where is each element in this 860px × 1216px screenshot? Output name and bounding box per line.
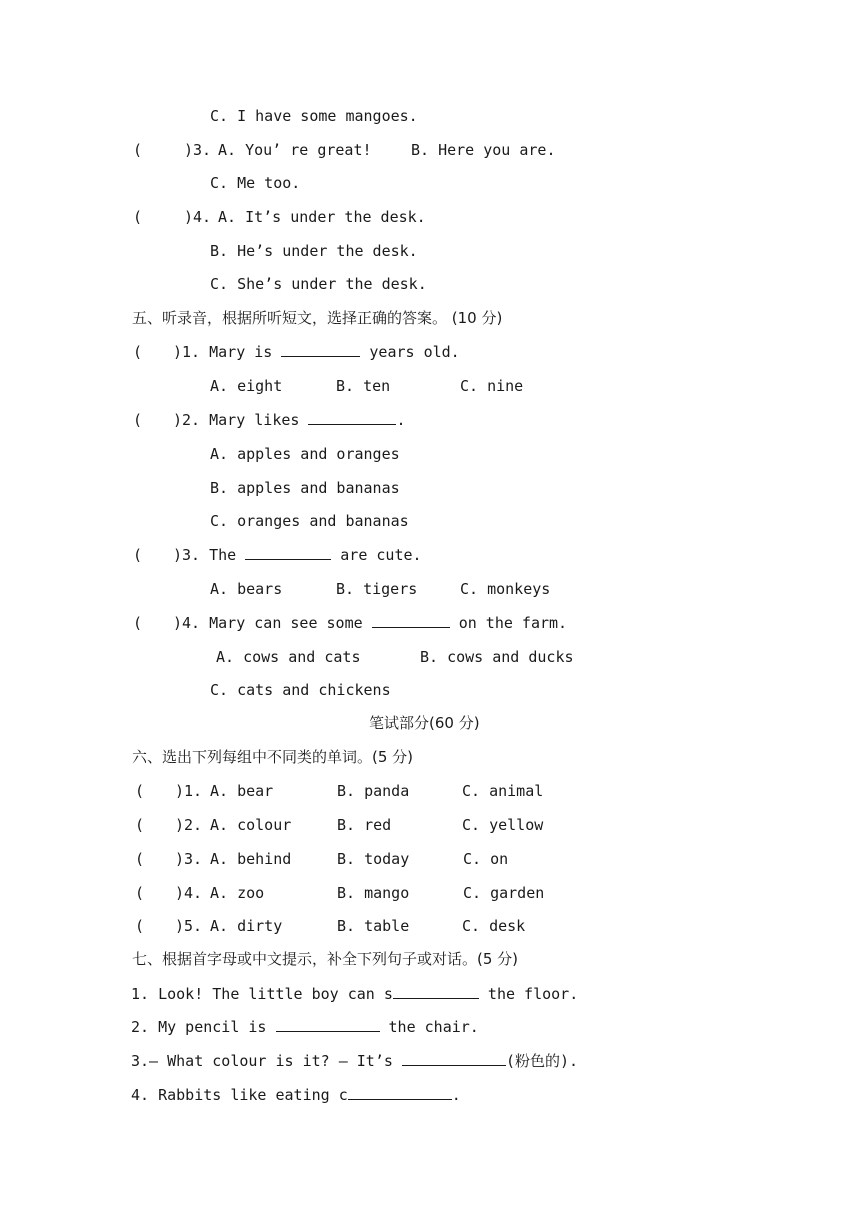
s6-q3-option-c: C. on xyxy=(463,850,509,868)
answer-paren: ( xyxy=(133,141,143,159)
s5-q4-option-a: A. cows and cats xyxy=(216,648,361,666)
blank-line[interactable] xyxy=(308,410,396,425)
s5-q3-option-c: C. monkeys xyxy=(460,580,551,598)
q4-option-a: A. It’s under the desk. xyxy=(218,208,426,226)
blank-line[interactable] xyxy=(348,1085,452,1100)
s5-q3-option-a: A. bears xyxy=(210,580,283,598)
s7-sentence-1: 1. Look! The little boy can s the floor. xyxy=(131,985,579,1003)
answer-paren: ( xyxy=(133,546,143,564)
s6-q1-option-b: B. panda xyxy=(337,782,410,800)
s5-q4-option-b: B. cows and ducks xyxy=(420,648,574,666)
question-number: )1. xyxy=(175,782,203,800)
question-number: )4. xyxy=(175,884,203,902)
section-7-heading: 七、根据首字母或中文提示，补全下列句子或对话。(5 分) xyxy=(132,950,519,968)
answer-paren: ( xyxy=(133,343,143,361)
written-part-title: 笔试部分(60 分) xyxy=(369,714,480,732)
q2-option-c: C. I have some mangoes. xyxy=(210,107,418,125)
s6-q1-option-c: C. animal xyxy=(462,782,544,800)
answer-paren: ( xyxy=(133,208,143,226)
s6-q4-option-a: A. zoo xyxy=(210,884,265,902)
s6-q1-option-a: A. bear xyxy=(210,782,274,800)
s6-q2-option-c: C. yellow xyxy=(462,816,544,834)
blank-line[interactable] xyxy=(372,613,450,628)
question-number: )3. xyxy=(184,141,212,159)
s5-q1-option-a: A. eight xyxy=(210,377,283,395)
s5-q1-option-c: C. nine xyxy=(460,377,524,395)
s7-sentence-2: 2. My pencil is the chair. xyxy=(131,1018,479,1036)
question-number: )4. xyxy=(184,208,212,226)
s5-q3-option-b: B. tigers xyxy=(336,580,418,598)
question-number: )3. xyxy=(175,850,203,868)
blank-line[interactable] xyxy=(402,1051,506,1066)
q3-option-c: C. Me too. xyxy=(210,174,301,192)
s7-sentence-4: 4. Rabbits like eating c . xyxy=(131,1086,461,1104)
question-number: )5. xyxy=(175,917,203,935)
section-6-heading: 六、选出下列每组中不同类的单词。(5 分) xyxy=(132,748,414,766)
q3-option-b: B. Here you are. xyxy=(411,141,556,159)
s5-q2-option-a: A. apples and oranges xyxy=(210,445,400,463)
answer-paren: ( xyxy=(135,917,145,935)
answer-paren: ( xyxy=(135,816,145,834)
s5-q4: )4. Mary can see some on the farm. xyxy=(173,614,568,632)
s6-q2-option-a: A. colour xyxy=(210,816,292,834)
answer-paren: ( xyxy=(133,614,143,632)
s5-q4-option-c: C. cats and chickens xyxy=(210,681,391,699)
blank-line[interactable] xyxy=(393,984,479,999)
answer-paren: ( xyxy=(135,850,145,868)
q4-option-b: B. He’s under the desk. xyxy=(210,242,418,260)
s6-q3-option-a: A. behind xyxy=(210,850,292,868)
s6-q5-option-c: C. desk xyxy=(462,917,526,935)
question-number: )2. xyxy=(175,816,203,834)
s6-q4-option-c: C. garden xyxy=(463,884,545,902)
s7-sentence-3: 3.— What colour is it? — It’s (粉色的). xyxy=(131,1052,579,1070)
answer-paren: ( xyxy=(135,884,145,902)
s6-q5-option-b: B. table xyxy=(337,917,410,935)
s5-q2: )2. Mary likes . xyxy=(173,411,406,429)
s5-q3: )3. The are cute. xyxy=(173,546,422,564)
s5-q2-option-c: C. oranges and bananas xyxy=(210,512,409,530)
s6-q3-option-b: B. today xyxy=(337,850,410,868)
s5-q1: )1. Mary is years old. xyxy=(173,343,460,361)
blank-line[interactable] xyxy=(281,342,360,357)
s5-q2-option-b: B. apples and bananas xyxy=(210,479,400,497)
s6-q4-option-b: B. mango xyxy=(337,884,410,902)
answer-paren: ( xyxy=(133,411,143,429)
s6-q5-option-a: A. dirty xyxy=(210,917,283,935)
q4-option-c: C. She’s under the desk. xyxy=(210,275,427,293)
section-5-heading: 五、听录音，根据所听短文，选择正确的答案。 (10 分) xyxy=(132,309,503,327)
q3-option-a: A. You’ re great! xyxy=(218,141,372,159)
s5-q1-option-b: B. ten xyxy=(336,377,391,395)
s6-q2-option-b: B. red xyxy=(337,816,392,834)
answer-paren: ( xyxy=(135,782,145,800)
blank-line[interactable] xyxy=(276,1017,380,1032)
blank-line[interactable] xyxy=(245,545,331,560)
